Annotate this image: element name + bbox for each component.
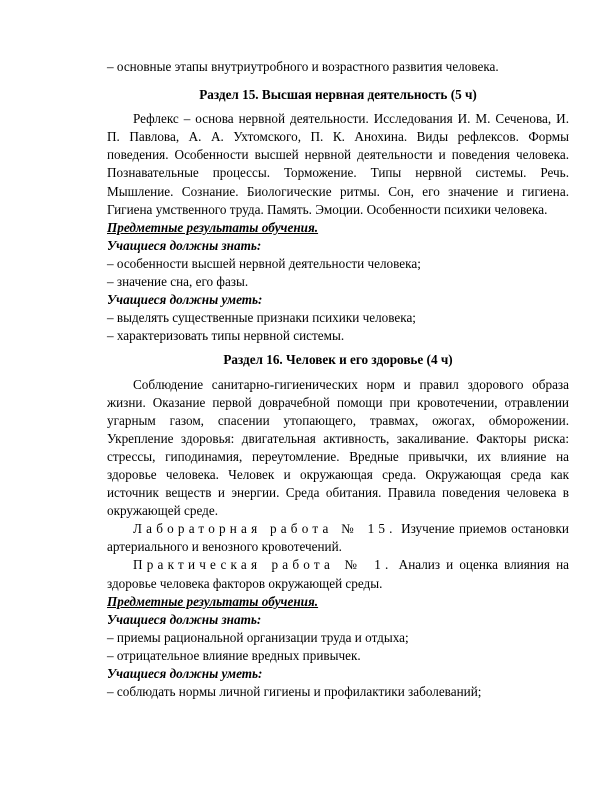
section-15-able-item: – выделять существенные признаки психики человека; — [107, 310, 416, 326]
section-16-title: Раздел 16. Человек и его здоровье (4 ч) — [223, 352, 453, 368]
intro-bullet: – основные этапы внутриутробного и возрастного развития человека. — [107, 59, 499, 74]
section-15-able-heading: Учащиеся должны уметь: — [107, 292, 263, 308]
practice-work-paragraph — [107, 556, 569, 592]
section-16-know-item: – приемы рациональной организации труда и отдыха; — [107, 629, 409, 645]
practice-work-text: Анализ и оценка влияния на здоровье человека факторов окружающей среды. — [107, 557, 569, 591]
section-15-know-heading: Учащиеся должны знать: — [107, 237, 262, 253]
lab-work-label: Лабораторная работа № 15. — [133, 521, 397, 537]
section-15-results-heading: Предметные результаты обучения. — [107, 219, 319, 235]
section-16-results-heading: Предметные результаты обучения. — [107, 593, 319, 609]
section-15-know-item: – особенности высшей нервной деятельности человека; — [107, 255, 421, 271]
section-16-able-heading: Учащиеся должны уметь: — [107, 666, 263, 681]
lab-work-text: Изучение приемов остановки артериального и венозного кровотечений. — [107, 521, 569, 555]
document-page — [107, 58, 569, 701]
section-15-title: Раздел 15. Высшая нервная деятельность (5 ч) — [199, 87, 477, 103]
practice-work-label: Практическая работа № 1. — [133, 557, 393, 573]
section-15-know-item: – значение сна, его фазы. — [107, 274, 249, 290]
lab-work-paragraph — [107, 520, 569, 556]
section-16-body: Соблюдение санитарно-гигиенических норм и правил здорового образа жизни. Оказание первой доврачебной помощи при кровотечении, отравлении угарным газом, спасении утопающего, травмах, ожогах, обморожении. Укрепление здоровья: двигательная активность, закаливание. Факторы риска: стрессы, гиподинамия, переутомление. Вредные привычки, их влияние на здоровье человека. Человек и окружающая среда. Окружающая среда как источник веществ и энергии. Среда обитания. Правила поведения человека в окружающей среде. — [107, 376, 569, 519]
section-16-able-item: – соблюдать нормы личной гигиены и профилактики заболеваний; — [107, 684, 482, 700]
section-16-know-item: – отрицательное влияние вредных привычек. — [107, 647, 361, 663]
section-15-body: Рефлекс – основа нервной деятельности. Исследования И. М. Сеченова, И. П. Павлова, А. А. Ухтомского, П. К. Анохина. Виды рефлексов. Формы поведения. Особенности высшей нервной деятельности и поведения человека. Познавательные процессы. Торможение. Типы нервной системы. Речь. Мышление. Сознание. Биологические ритмы. Сон, его значение и гигиена. Гигиена умственного труда. Память. Эмоции. Особенности психики человека. — [107, 111, 569, 217]
section-16-know-heading: Учащиеся должны знать: — [107, 611, 262, 627]
section-15-able-item: – характеризовать типы нервной системы. — [107, 328, 345, 344]
